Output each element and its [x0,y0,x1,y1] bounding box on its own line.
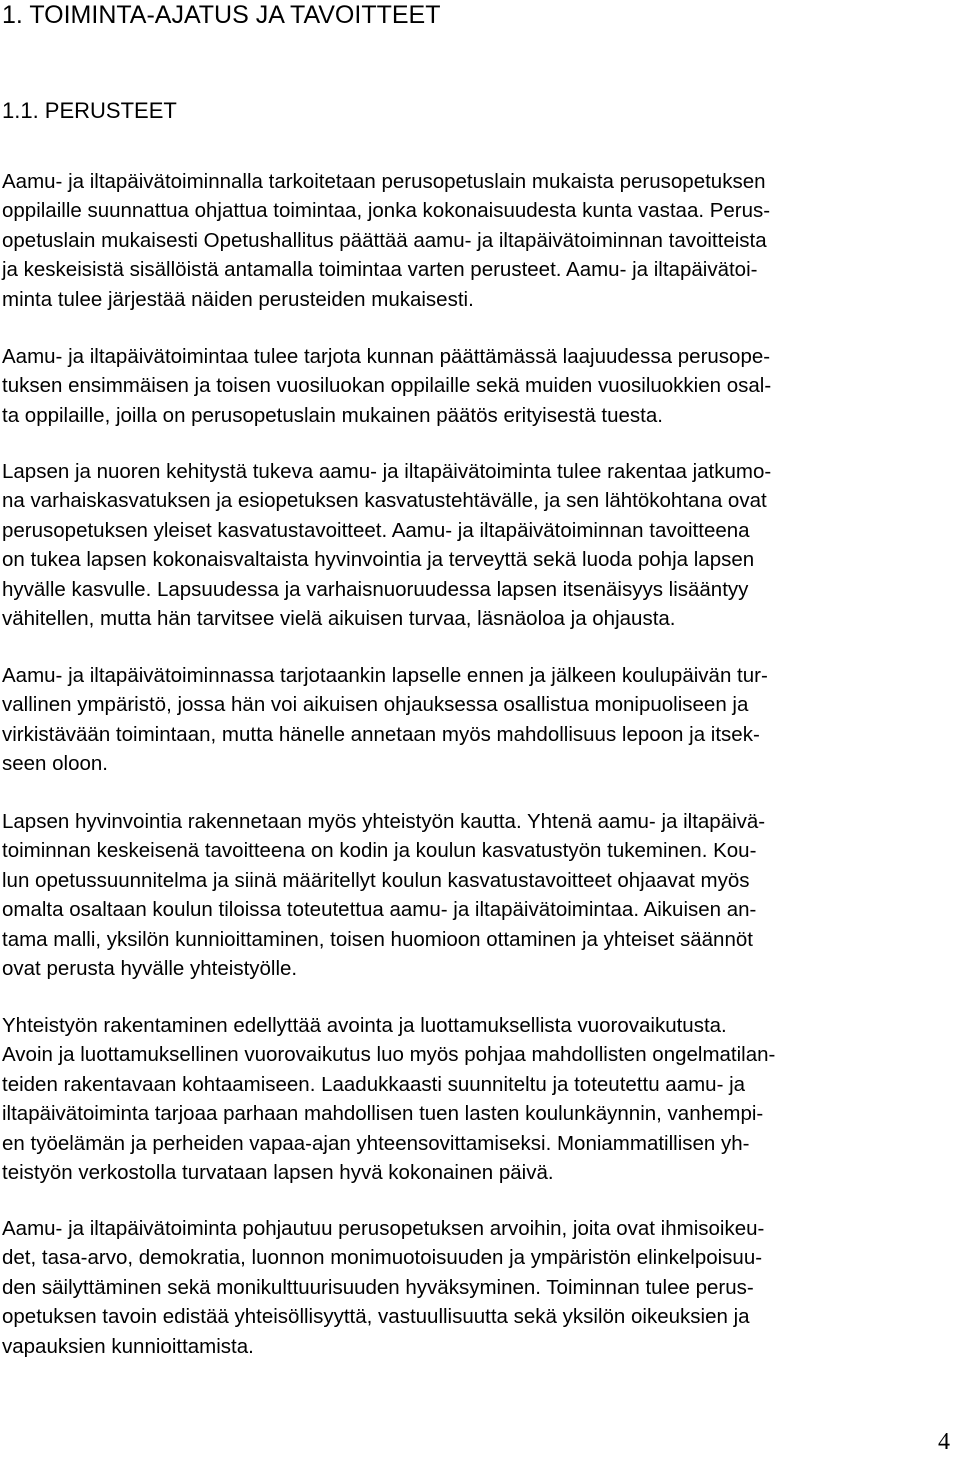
text-line: Aamu- ja iltapäivätoimintaa tulee tarjota kunnan päättämässä laajuudessa perusope- [2,345,771,368]
text-line: Lapsen ja nuoren kehitystä tukeva aamu- ja iltapäivätoiminta tulee rakentaa jatkumo- [2,460,772,483]
text-line: det, tasa-arvo, demokratia, luonnon monimuotoisuuden ja ympäristön elinkelpoisuu- [2,1246,763,1270]
text-line: omalta osaltaan koulun tiloissa toteutettua aamu- ja iltapäivätoimintaa. Aikuisen an- [2,898,757,922]
text-line: ovat perusta hyvälle yhteistyölle. [2,956,298,980]
text-line: ja keskeisistä sisällöistä antamalla toimintaa varten perusteet. Aamu- ja iltapäivätoi- [2,258,758,282]
text-line: Aamu- ja iltapäivätoiminta pohjautuu perusopetuksen arvoihin, joita ovat ihmisoikeu- [2,1217,765,1240]
page-number: 4 [938,1429,950,1455]
text-line: teistyön verkostolla turvataan lapsen hyvä kokonainen päivä. [2,1160,554,1184]
text-line: Aamu- ja iltapäivätoiminnassa tarjotaankin lapselle ennen ja jälkeen koulupäivän tur- [2,664,768,687]
text-line: vallinen ympäristö, jossa hän voi aikuisen ohjauksessa osallistua monipuoliseen ja [2,693,749,717]
text-line: perusopetuksen yleiset kasvatustavoitteet. Aamu- ja iltapäivätoiminnan tavoitteena [2,518,750,542]
text-line: den säilyttäminen sekä monikulttuurisuuden hyväksyminen. Toiminnan tulee perus- [2,1275,754,1299]
paragraph-3 [2,457,960,633]
text-line: na varhaiskasvatuksen ja esiopetuksen kasvatustehtävälle, ja sen lähtökohtana ovat [2,489,767,513]
text-line: lun opetussuunnitelma ja siinä määritellyt koulun kasvatustavoitteet ohjaavat myös [2,868,750,892]
text-line: oppilaille suunnattua ohjattua toimintaa, jonka kokonaisuudesta kunta vastaa. Perus- [2,199,771,223]
paragraph-1 [2,167,960,314]
paragraph-2 [2,342,960,430]
text-line: vähitellen, mutta hän tarvitsee vielä aikuisen turvaa, läsnäoloa ja ohjausta. [2,606,676,630]
text-line: teiden rakentavaan kohtaamiseen. Laadukkaasti suunniteltu ja toteutettu aamu- ja [2,1072,746,1096]
paragraph-7 [2,1214,960,1361]
text-line: hyvälle kasvulle. Lapsuudessa ja varhaisnuoruudessa lapsen itsenäisyys lisääntyy [2,577,749,601]
text-line: on tukea lapsen kokonaisvaltaista hyvinvointia ja terveyttä sekä luoda pohja lapsen [2,548,755,572]
text-line: Avoin ja luottamuksellinen vuorovaikutus luo myös pohjaa mahdollisten ongelmatilan- [2,1043,776,1067]
text-line: Yhteistyön rakentaminen edellyttää avointa ja luottamuksellista vuorovaikutusta. [2,1014,727,1037]
text-line: vapauksien kunnioittamista. [2,1334,254,1358]
text-line: Lapsen hyvinvointia rakennetaan myös yhteistyön kautta. Yhtenä aamu- ja iltapäivä- [2,810,766,833]
subsection-heading: 1.1. PERUSTEET [2,98,177,123]
paragraph-4 [2,661,960,779]
text-line: toiminnan keskeisenä tavoitteena on kodin ja koulun kasvatustyön tukeminen. Kou- [2,839,757,863]
text-line: tuksen ensimmäisen ja toisen vuosiluokan oppilaille sekä muiden vuosiluokkien osal- [2,374,772,398]
paragraph-6 [2,1011,960,1187]
text-line: en työelämän ja perheiden vapaa-ajan yhteensovittamiseksi. Moniammatillisen yh- [2,1131,750,1155]
text-line: opetuslain mukaisesti Opetushallitus päättää aamu- ja iltapäivätoiminnan tavoitteista [2,228,767,252]
text-line: virkistävään toimintaan, mutta hänelle annetaan myös mahdollisuus lepoon ja itsek- [2,722,760,746]
paragraph-5 [2,807,960,983]
text-line: minta tulee järjestää näiden perusteiden mukaisesti. [2,287,474,311]
text-line: seen oloon. [2,752,109,776]
text-line: tama malli, yksilön kunnioittaminen, toisen huomioon ottaminen ja yhteiset säännöt [2,927,753,951]
section-heading: 1. TOIMINTA-AJATUS JA TAVOITTEET [2,1,441,29]
text-line: Aamu- ja iltapäivätoiminnalla tarkoitetaan perusopetuslain mukaista perusopetuksen [2,170,766,193]
text-line: opetuksen tavoin edistää yhteisöllisyyttä, vastuullisuutta sekä yksilön oikeuksien ja [2,1305,750,1329]
text-line: ta oppilaille, joilla on perusopetuslain mukainen päätös erityisestä tuesta. [2,403,663,427]
text-line: iltapäivätoiminta tarjoaa parhaan mahdollisen tuen lasten koulunkäynnin, vanhempi- [2,1102,764,1126]
